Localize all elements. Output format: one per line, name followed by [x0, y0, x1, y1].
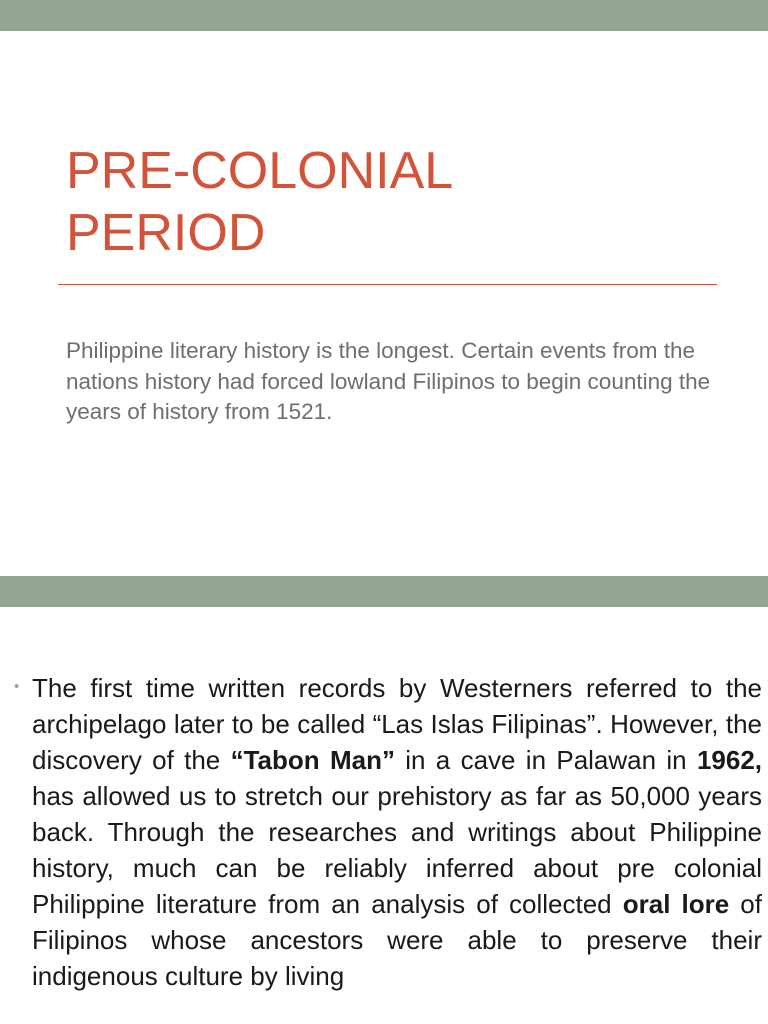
bullet-icon: • [14, 678, 20, 695]
title-divider [58, 284, 717, 285]
slide-title-heading [66, 140, 706, 264]
paragraph-text: in a cave in Palawan in [394, 745, 697, 775]
slide-subtitle: Philippine literary history is the longest. Certain events from the nations history had forced lowland Filipinos to begin counting the years of history from 1521. [66, 338, 711, 424]
slide-header-bar [0, 0, 768, 31]
bold-oral-lore: oral lore [622, 889, 730, 919]
bullet-item [14, 670, 762, 994]
slide-header-bar [0, 576, 768, 607]
bold-tabon-man: “Tabon Man” [230, 745, 395, 775]
title-line-2: PERIOD [66, 204, 266, 262]
paragraph-text: has allowed us to stretch our prehistory as far as 50,000 years back. Through the researches and writings about Philippine history, much can be reliably inferred about pre colonial Philippine literature from an analysis of collected [32, 781, 762, 919]
slide-content [0, 576, 768, 1024]
paragraph-text: The first time written records by Westerners referred to the archipelago later to be called “Las Islas Filipinas”. However, the discovery of the [32, 673, 762, 775]
paragraph-text: of Filipinos whose ancestors were able to preserve their indigenous culture by living [32, 889, 762, 991]
title-line-1: PRE-COLONIAL [66, 142, 454, 200]
bold-year: 1962, [696, 745, 763, 775]
bullet-paragraph [32, 670, 762, 994]
